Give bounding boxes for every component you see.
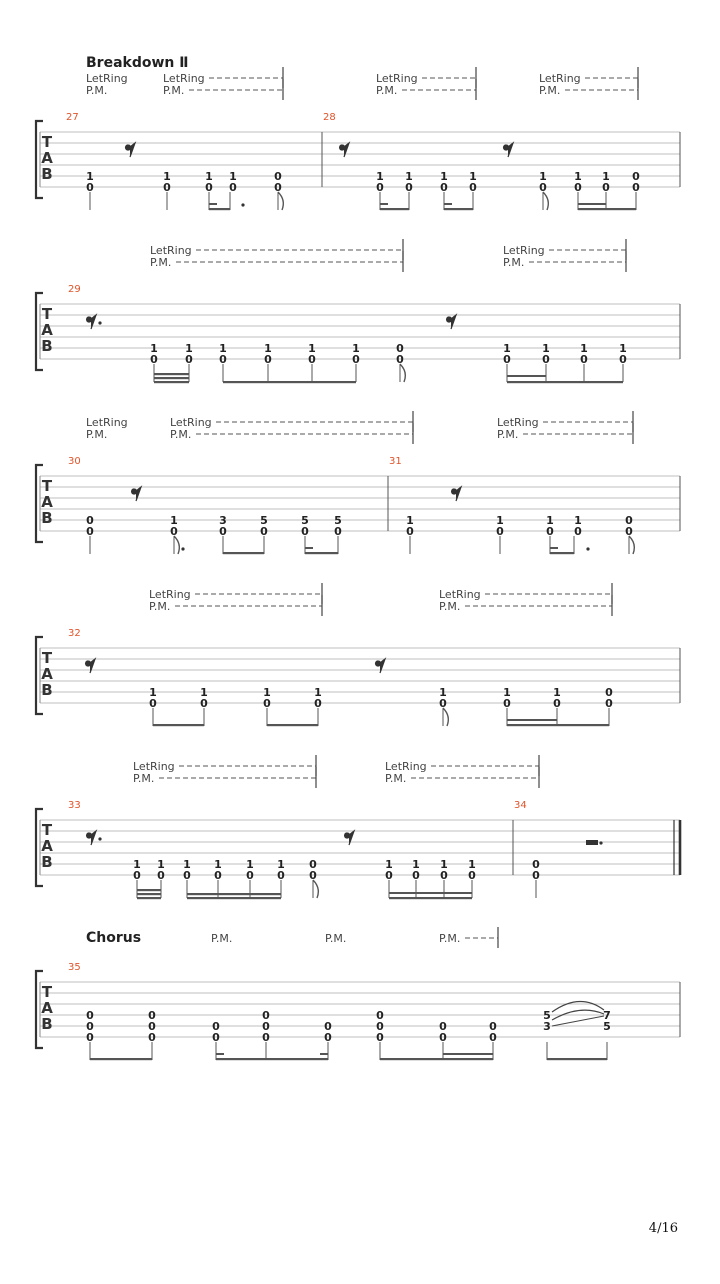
fret-number: 0 bbox=[412, 869, 420, 882]
fret-number: 0 bbox=[405, 181, 413, 194]
fret-number: 0 bbox=[263, 697, 271, 710]
note-beam-partial bbox=[444, 203, 452, 205]
fret-number: 1 bbox=[469, 170, 477, 183]
fret-number: 0 bbox=[148, 1031, 156, 1044]
fret-number: 0 bbox=[406, 525, 414, 538]
fret-number: 1 bbox=[314, 686, 322, 699]
tab-clef-b: B bbox=[41, 681, 53, 699]
note-beam-partial bbox=[305, 547, 313, 549]
fret-number: 0 bbox=[86, 1020, 94, 1033]
note-beam bbox=[137, 897, 161, 899]
note-beam bbox=[187, 897, 281, 899]
palm-mute-label: P.M. bbox=[170, 428, 192, 441]
fret-number: 3 bbox=[219, 514, 227, 527]
fret-number: 0 bbox=[185, 353, 193, 366]
fret-number: 0 bbox=[553, 697, 561, 710]
note-beam-partial bbox=[389, 892, 472, 894]
fret-number: 0 bbox=[219, 525, 227, 538]
palm-mute-label: P.M. bbox=[86, 428, 108, 441]
fret-number: 1 bbox=[496, 514, 504, 527]
fret-number: 1 bbox=[150, 342, 158, 355]
fret-number: 0 bbox=[86, 1009, 94, 1022]
fret-number: 1 bbox=[205, 170, 213, 183]
fret-number: 5 bbox=[603, 1020, 611, 1033]
measure-number: 27 bbox=[66, 112, 79, 123]
note-beam bbox=[507, 724, 609, 726]
fret-number: 0 bbox=[260, 525, 268, 538]
fret-number: 0 bbox=[157, 869, 165, 882]
note-flag bbox=[443, 708, 448, 726]
note-beam bbox=[137, 889, 161, 891]
fret-number: 1 bbox=[86, 170, 94, 183]
letring-label: LetRing bbox=[163, 72, 205, 85]
fret-number: 1 bbox=[440, 858, 448, 871]
measure-number: 35 bbox=[68, 962, 81, 973]
letring-label: LetRing bbox=[539, 72, 581, 85]
fret-number: 5 bbox=[301, 514, 309, 527]
fret-number: 0 bbox=[309, 869, 317, 882]
note-beam-partial bbox=[507, 375, 546, 377]
fret-number: 0 bbox=[148, 1020, 156, 1033]
note-beam bbox=[187, 893, 281, 895]
eighth-rest bbox=[452, 487, 461, 501]
palm-mute-label: P.M. bbox=[86, 84, 108, 97]
fret-number: 1 bbox=[264, 342, 272, 355]
fret-number: 0 bbox=[632, 181, 640, 194]
fret-number: 0 bbox=[539, 181, 547, 194]
fret-number: 0 bbox=[542, 353, 550, 366]
letring-label: LetRing bbox=[170, 416, 212, 429]
tab-clef-a: A bbox=[41, 999, 53, 1017]
fret-number: 1 bbox=[503, 686, 511, 699]
palm-mute-label: P.M. bbox=[439, 932, 461, 945]
tab-clef-b: B bbox=[41, 509, 53, 527]
eighth-rest bbox=[340, 143, 349, 157]
note-beam bbox=[550, 552, 574, 554]
fret-number: 1 bbox=[185, 342, 193, 355]
letring-label: LetRing bbox=[86, 72, 128, 85]
tab-clef-a: A bbox=[41, 321, 53, 339]
note-beam bbox=[209, 208, 230, 210]
section-title: Breakdown Ⅱ bbox=[86, 55, 189, 71]
fret-number: 0 bbox=[86, 1031, 94, 1044]
letring-label: LetRing bbox=[149, 588, 191, 601]
fret-number: 0 bbox=[468, 869, 476, 882]
palm-mute-label: P.M. bbox=[503, 256, 525, 269]
note-beam bbox=[389, 897, 472, 899]
note-flag bbox=[278, 192, 283, 210]
fret-number: 1 bbox=[574, 170, 582, 183]
tab-clef-a: A bbox=[41, 149, 53, 167]
fret-number: 1 bbox=[214, 858, 222, 871]
rhythm-dot bbox=[599, 841, 602, 844]
fret-number: 0 bbox=[264, 353, 272, 366]
measure-number: 34 bbox=[514, 800, 527, 811]
palm-mute-label: P.M. bbox=[163, 84, 185, 97]
note-beam bbox=[223, 381, 356, 383]
note-flag bbox=[400, 364, 405, 382]
fret-number: 7 bbox=[603, 1009, 611, 1022]
palm-mute-label: P.M. bbox=[539, 84, 561, 97]
rhythm-dot bbox=[181, 547, 184, 550]
fret-number: 1 bbox=[149, 686, 157, 699]
fret-number: 0 bbox=[439, 1020, 447, 1033]
fret-number: 1 bbox=[229, 170, 237, 183]
measure-number: 30 bbox=[68, 456, 81, 467]
note-beam bbox=[578, 208, 636, 210]
tab-clef-b: B bbox=[41, 165, 53, 183]
letring-label: LetRing bbox=[150, 244, 192, 257]
fret-number: 1 bbox=[133, 858, 141, 871]
fret-number: 0 bbox=[148, 1009, 156, 1022]
fret-number: 0 bbox=[580, 353, 588, 366]
tab-clef-a: A bbox=[41, 665, 53, 683]
fret-number: 0 bbox=[277, 869, 285, 882]
fret-number: 0 bbox=[440, 869, 448, 882]
fret-number: 0 bbox=[149, 697, 157, 710]
fret-number: 0 bbox=[503, 353, 511, 366]
fret-number: 0 bbox=[574, 181, 582, 194]
fret-number: 0 bbox=[605, 697, 613, 710]
fret-number: 0 bbox=[86, 181, 94, 194]
fret-number: 0 bbox=[440, 181, 448, 194]
eighth-rest bbox=[132, 487, 141, 501]
fret-number: 0 bbox=[396, 342, 404, 355]
note-flag bbox=[174, 536, 179, 554]
letring-label: LetRing bbox=[86, 416, 128, 429]
note-beam bbox=[507, 381, 623, 383]
tab-clef-b: B bbox=[41, 853, 53, 871]
fret-number: 1 bbox=[412, 858, 420, 871]
measure-number: 29 bbox=[68, 284, 81, 295]
fret-number: 0 bbox=[246, 869, 254, 882]
eighth-rest bbox=[87, 315, 96, 329]
note-beam-partial bbox=[550, 547, 558, 549]
fret-number: 0 bbox=[489, 1031, 497, 1044]
fret-number: 0 bbox=[385, 869, 393, 882]
tab-clef-a: A bbox=[41, 493, 53, 511]
fret-number: 1 bbox=[602, 170, 610, 183]
fret-number: 0 bbox=[150, 353, 158, 366]
letring-label: LetRing bbox=[439, 588, 481, 601]
fret-number: 0 bbox=[496, 525, 504, 538]
measure-number: 33 bbox=[68, 800, 81, 811]
fret-number: 0 bbox=[262, 1009, 270, 1022]
fret-number: 0 bbox=[324, 1020, 332, 1033]
fret-number: 1 bbox=[468, 858, 476, 871]
fret-number: 0 bbox=[605, 686, 613, 699]
fret-number: 1 bbox=[163, 170, 171, 183]
eighth-rest bbox=[504, 143, 513, 157]
fret-number: 0 bbox=[212, 1031, 220, 1044]
fret-number: 0 bbox=[301, 525, 309, 538]
measure-number: 32 bbox=[68, 628, 81, 639]
fret-number: 0 bbox=[262, 1031, 270, 1044]
fret-number: 0 bbox=[625, 525, 633, 538]
fret-number: 1 bbox=[246, 858, 254, 871]
fret-number: 0 bbox=[376, 1009, 384, 1022]
note-beam bbox=[444, 208, 473, 210]
fret-number: 1 bbox=[546, 514, 554, 527]
fret-number: 0 bbox=[262, 1020, 270, 1033]
fret-number: 1 bbox=[619, 342, 627, 355]
note-beam-partial bbox=[507, 719, 557, 721]
fret-number: 0 bbox=[170, 525, 178, 538]
tab-clef-b: B bbox=[41, 337, 53, 355]
note-beam bbox=[223, 552, 264, 554]
letring-label: LetRing bbox=[385, 760, 427, 773]
letring-label: LetRing bbox=[497, 416, 539, 429]
fret-number: 0 bbox=[439, 1031, 447, 1044]
rhythm-dot bbox=[98, 837, 101, 840]
fret-number: 0 bbox=[396, 353, 404, 366]
fret-number: 0 bbox=[324, 1031, 332, 1044]
fret-number: 0 bbox=[376, 1020, 384, 1033]
letring-label: LetRing bbox=[376, 72, 418, 85]
fret-number: 0 bbox=[212, 1020, 220, 1033]
fret-number: 1 bbox=[405, 170, 413, 183]
note-beam bbox=[216, 1058, 328, 1060]
tab-clef-t: T bbox=[41, 477, 53, 495]
fret-number: 0 bbox=[352, 353, 360, 366]
note-beam bbox=[153, 724, 204, 726]
palm-mute-label: P.M. bbox=[376, 84, 398, 97]
fret-number: 1 bbox=[263, 686, 271, 699]
fret-number: 0 bbox=[489, 1020, 497, 1033]
fret-number: 0 bbox=[205, 181, 213, 194]
rhythm-dot bbox=[98, 321, 101, 324]
fret-number: 0 bbox=[309, 858, 317, 871]
note-beam bbox=[137, 893, 161, 895]
eighth-rest bbox=[86, 659, 95, 673]
fret-number: 0 bbox=[183, 869, 191, 882]
note-beam-partial bbox=[380, 203, 388, 205]
note-beam bbox=[154, 381, 189, 383]
note-beam bbox=[267, 724, 318, 726]
fret-number: 3 bbox=[543, 1020, 551, 1033]
fret-number: 1 bbox=[503, 342, 511, 355]
measure-number: 28 bbox=[323, 112, 336, 123]
rhythm-dot bbox=[241, 203, 244, 206]
eighth-rest bbox=[376, 659, 385, 673]
section-title: Chorus bbox=[86, 930, 142, 946]
fret-number: 0 bbox=[200, 697, 208, 710]
fret-number: 1 bbox=[183, 858, 191, 871]
palm-mute-label: P.M. bbox=[385, 772, 407, 785]
fret-number: 0 bbox=[314, 697, 322, 710]
note-beam-partial bbox=[216, 1053, 224, 1055]
fret-number: 1 bbox=[157, 858, 165, 871]
fret-number: 1 bbox=[308, 342, 316, 355]
fret-number: 0 bbox=[574, 525, 582, 538]
palm-mute-label: P.M. bbox=[439, 600, 461, 613]
fret-number: 0 bbox=[546, 525, 554, 538]
tab-clef-t: T bbox=[41, 649, 53, 667]
note-flag bbox=[313, 880, 318, 898]
palm-mute-label: P.M. bbox=[150, 256, 172, 269]
fret-number: 1 bbox=[352, 342, 360, 355]
tab-clef-t: T bbox=[41, 983, 53, 1001]
fret-number: 1 bbox=[542, 342, 550, 355]
half-rest bbox=[586, 840, 598, 845]
measure-number: 31 bbox=[389, 456, 402, 467]
fret-number: 1 bbox=[277, 858, 285, 871]
fret-number: 1 bbox=[385, 858, 393, 871]
fret-number: 0 bbox=[469, 181, 477, 194]
fret-number: 0 bbox=[632, 170, 640, 183]
fret-number: 1 bbox=[200, 686, 208, 699]
fret-number: 0 bbox=[532, 869, 540, 882]
fret-number: 0 bbox=[376, 181, 384, 194]
fret-number: 5 bbox=[543, 1009, 551, 1022]
fret-number: 0 bbox=[376, 1031, 384, 1044]
fret-number: 1 bbox=[539, 170, 547, 183]
palm-mute-label: P.M. bbox=[497, 428, 519, 441]
note-beam-partial bbox=[320, 1053, 328, 1055]
note-beam bbox=[380, 1058, 493, 1060]
fret-number: 5 bbox=[260, 514, 268, 527]
fret-number: 0 bbox=[334, 525, 342, 538]
note-flag bbox=[543, 192, 548, 210]
fret-number: 0 bbox=[163, 181, 171, 194]
fret-number: 1 bbox=[376, 170, 384, 183]
tab-clef-b: B bbox=[41, 1015, 53, 1033]
eighth-rest bbox=[87, 831, 96, 845]
fret-number: 5 bbox=[334, 514, 342, 527]
slide-line bbox=[552, 1016, 604, 1026]
rhythm-dot bbox=[586, 547, 589, 550]
note-beam bbox=[305, 552, 338, 554]
eighth-rest bbox=[345, 831, 354, 845]
palm-mute-label: P.M. bbox=[149, 600, 171, 613]
fret-number: 0 bbox=[602, 181, 610, 194]
fret-number: 1 bbox=[574, 514, 582, 527]
fret-number: 0 bbox=[619, 353, 627, 366]
fret-number: 0 bbox=[308, 353, 316, 366]
note-beam bbox=[154, 377, 189, 379]
fret-number: 1 bbox=[440, 170, 448, 183]
note-beam-partial bbox=[209, 203, 217, 205]
fret-number: 1 bbox=[406, 514, 414, 527]
fret-number: 0 bbox=[274, 170, 282, 183]
note-beam bbox=[154, 373, 189, 375]
fret-number: 0 bbox=[274, 181, 282, 194]
tab-clef-t: T bbox=[41, 305, 53, 323]
note-beam bbox=[547, 1058, 607, 1060]
note-beam-partial bbox=[578, 203, 606, 205]
fret-number: 0 bbox=[439, 697, 447, 710]
fret-number: 0 bbox=[133, 869, 141, 882]
eighth-rest bbox=[126, 143, 135, 157]
palm-mute-label: P.M. bbox=[133, 772, 155, 785]
fret-number: 0 bbox=[503, 697, 511, 710]
fret-number: 0 bbox=[86, 514, 94, 527]
fret-number: 1 bbox=[553, 686, 561, 699]
tab-clef-a: A bbox=[41, 837, 53, 855]
note-beam bbox=[380, 208, 409, 210]
fret-number: 0 bbox=[214, 869, 222, 882]
fret-number: 0 bbox=[229, 181, 237, 194]
letring-label: LetRing bbox=[503, 244, 545, 257]
palm-mute-label: P.M. bbox=[325, 932, 347, 945]
fret-number: 1 bbox=[170, 514, 178, 527]
fret-number: 0 bbox=[86, 525, 94, 538]
tab-clef-t: T bbox=[41, 133, 53, 151]
eighth-rest bbox=[447, 315, 456, 329]
fret-number: 0 bbox=[219, 353, 227, 366]
letring-label: LetRing bbox=[133, 760, 175, 773]
palm-mute-label: P.M. bbox=[211, 932, 233, 945]
page-number: 4/16 bbox=[648, 1221, 678, 1236]
note-beam-partial bbox=[443, 1053, 493, 1055]
note-beam bbox=[90, 1058, 152, 1060]
fret-number: 0 bbox=[625, 514, 633, 527]
tab-clef-t: T bbox=[41, 821, 53, 839]
fret-number: 1 bbox=[439, 686, 447, 699]
fret-number: 1 bbox=[219, 342, 227, 355]
note-flag bbox=[629, 536, 634, 554]
fret-number: 0 bbox=[532, 858, 540, 871]
fret-number: 1 bbox=[580, 342, 588, 355]
